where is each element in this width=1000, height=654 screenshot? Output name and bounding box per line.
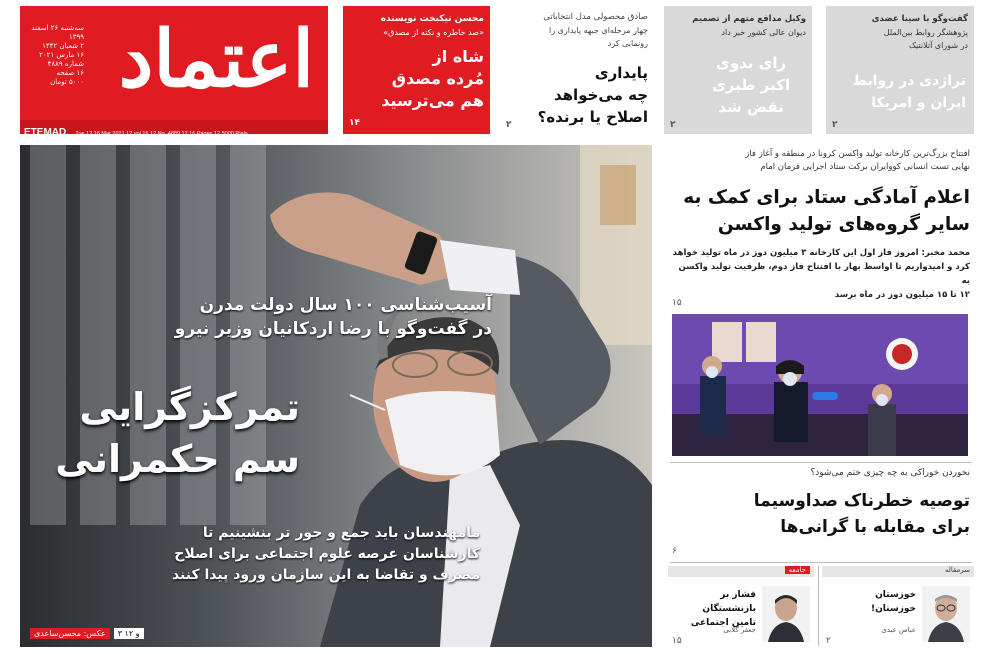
divider xyxy=(818,566,819,646)
page-ref: ۲ xyxy=(832,120,838,130)
lead-kicker-line: آسیب‌شناسی ۱۰۰ سال دولت مدرن xyxy=(199,295,492,315)
date-line: سه‌شنبه ۲۶ اسفند ۱۳۹۹ xyxy=(31,24,84,41)
food-kicker: نخوردن خوراکی به چه چیزی ختم می‌شود؟ xyxy=(810,468,970,478)
food-headline xyxy=(754,488,970,540)
divider xyxy=(670,462,972,463)
teaser-headline xyxy=(381,46,484,112)
page-ref: ۱۵ xyxy=(672,636,682,646)
teaser-kicker: صادق محصولی مدل انتخاباتی xyxy=(543,12,648,22)
teaser-headline-line: هم می‌ترسید xyxy=(381,91,484,110)
page-ref: ۲ xyxy=(670,120,676,130)
column-label: سرمقاله xyxy=(944,566,970,574)
vaccine-headline xyxy=(683,184,970,238)
teaser-subkicker: دیوان عالی کشور خبر داد xyxy=(721,28,806,37)
vaccine-body-line: ۱۲ تا ۱۵ میلیون دوز در ماه برسد xyxy=(834,290,970,300)
lead-deck-line: مامهندسان باید جمع و جور تر بنشینیم تا xyxy=(202,525,480,541)
column-author: جعفر گلابی xyxy=(723,626,756,634)
teaser-headline-line: چه می‌خواهد xyxy=(553,86,648,104)
page-ref: ۲ xyxy=(506,120,512,130)
column-label-bar xyxy=(822,566,974,577)
food-story[interactable] xyxy=(668,466,974,558)
column-title xyxy=(668,588,756,630)
date-line: شماره ۴۸۸۹ xyxy=(47,60,84,68)
portrait-illustration xyxy=(762,586,810,642)
page-ref: ۶ xyxy=(672,546,677,556)
teaser-headline-line: ایران و امریکا xyxy=(871,95,966,111)
teaser-kicker: وکیل مدافع متهم از تصمیم xyxy=(692,14,806,24)
teaser-box-court[interactable] xyxy=(664,6,812,134)
column-label-bar xyxy=(668,566,814,577)
vaccine-headline-line: سایر گروه‌های تولید واکسن xyxy=(717,214,970,235)
teaser-box-paydari[interactable] xyxy=(500,6,652,134)
lead-kicker-line: در گفت‌وگو با رضا اردکانیان وزیر نیرو xyxy=(174,319,492,339)
teaser-headline-line: رای بدوی xyxy=(716,54,787,72)
photo-credit: عکس: محسن‌ساعدی xyxy=(30,628,110,639)
column-teaser-jameeh[interactable] xyxy=(668,566,814,648)
page-ref: ۳ و ۱۲ xyxy=(114,628,144,639)
page-ref: ۱۵ xyxy=(672,298,682,308)
column-title-line: خوزستان! xyxy=(871,604,916,614)
teaser-headline xyxy=(538,62,648,128)
lead-kicker xyxy=(175,293,492,341)
food-headline-line: برای مقابله با گرانی‌ها xyxy=(780,517,970,537)
teaser-kicker: محسن نیکبخت‌ نویسنده xyxy=(380,14,484,24)
lead-pageref-bar xyxy=(30,628,144,639)
lead-headline[interactable] xyxy=(55,381,300,485)
teaser-headline-line: شاه از xyxy=(432,47,484,66)
author-portrait xyxy=(762,586,810,642)
teaser-box-iran-us[interactable] xyxy=(826,6,974,134)
vaccine-photo xyxy=(672,314,968,456)
page-ref: ۲ xyxy=(826,636,831,646)
column-title-line: فشار بر بازنشستگان xyxy=(702,590,756,614)
latin-name: ETEMAD xyxy=(24,127,67,138)
lead-deck-line: کارشناسان عرصه علوم اجتماعی برای اصلاح xyxy=(174,546,480,562)
teaser-subkicker: «صد خاطره و نکته از مصدق» xyxy=(383,28,484,37)
lead-headline-line: سم حکمرانی xyxy=(55,437,300,481)
vaccine-kicker-line: نهایی تست انسانی کووایران برکت ستاد اجرایی فرمان امام xyxy=(760,162,970,172)
column-title xyxy=(871,588,916,616)
portrait-illustration xyxy=(922,586,970,642)
masthead xyxy=(20,6,328,138)
column-teaser-editorial[interactable] xyxy=(822,566,974,648)
teaser-headline-line: اصلاح یا برنده؟ xyxy=(537,108,648,126)
date-info xyxy=(26,24,84,87)
logo: اعتماد xyxy=(118,14,314,105)
food-headline-line: توصیه خطرناک صداوسیما xyxy=(753,491,970,511)
vaccine-body-line: محمد مخبر: امروز فاز اول این کارخانه ۳ میلیون دوز در ماه تولید خواهد xyxy=(672,248,970,258)
teaser-subkicker: در شورای آتلانتیک xyxy=(908,41,968,50)
page-ref: ۱۴ xyxy=(349,118,360,128)
strip-en: Tue 12 16 Mar 2021 12 vol 16 12 No. 4889 12 16 Pages 12 5000 Rials xyxy=(75,131,248,137)
teaser-subkicker: رونمایی کرد xyxy=(607,39,648,48)
teaser-subkicker: پژوهشگر روابط بین‌الملل xyxy=(883,28,968,37)
teaser-headline xyxy=(852,70,966,114)
lead-deck-line: مصرف و تقاضا به این سازمان ورود پیدا کنند xyxy=(171,567,480,583)
date-line: ۱۶ مارس ۲۰۲۱ xyxy=(39,51,84,59)
lead-photo xyxy=(20,145,652,647)
date-line: ۲ شعبان ۱۴۴۲ xyxy=(42,42,84,50)
vaccine-body-line: کرد و امیدواریم تا اواسط بهار با افتتاح فاز دوم، ظرفیت تولید واکسن به xyxy=(678,262,970,286)
teaser-headline-line: مُرده مصدق xyxy=(391,69,484,88)
vaccine-kicker xyxy=(745,148,970,174)
lead-headline-line: تمرکزگرایی xyxy=(79,385,300,429)
vaccine-body xyxy=(668,246,970,302)
teaser-box-mosaddegh[interactable] xyxy=(343,6,490,134)
vaccine-photo-illustration xyxy=(672,314,968,456)
date-line: ۵۰۰۰ تومان xyxy=(50,78,84,86)
lead-deck xyxy=(172,523,480,586)
date-line: ۱۶ صفحه xyxy=(56,69,84,77)
column-title-line: خوزستان xyxy=(875,590,916,600)
vaccine-kicker-line: افتتاح بزرگ‌ترین کارخانه تولید واکسن کرونا در منطقه و آغاز فاز xyxy=(745,149,970,159)
masthead-strip xyxy=(20,120,328,138)
column-label: جامعه xyxy=(785,566,810,574)
column-author: عباس عبدی xyxy=(881,626,916,634)
teaser-subkicker: چهار مرحله‌ای جبهه پایداری را xyxy=(548,26,648,35)
teaser-headline-line: تراژدی در روابط xyxy=(852,73,966,89)
teaser-headline xyxy=(712,52,790,118)
column-title-line: تامین اجتماعی xyxy=(690,618,756,628)
teaser-headline-line: اکبر طبری xyxy=(712,76,790,94)
teaser-kicker: گفت‌وگو با سینا عضدی xyxy=(871,14,968,24)
author-portrait xyxy=(922,586,970,642)
teaser-headline-line: نقض شد xyxy=(718,98,784,116)
vaccine-headline-line: اعلام آمادگی ستاد برای کمک به xyxy=(683,187,970,208)
teaser-headline-line: پایداری xyxy=(594,64,648,82)
divider xyxy=(670,562,972,563)
vaccine-story[interactable] xyxy=(668,146,974,456)
